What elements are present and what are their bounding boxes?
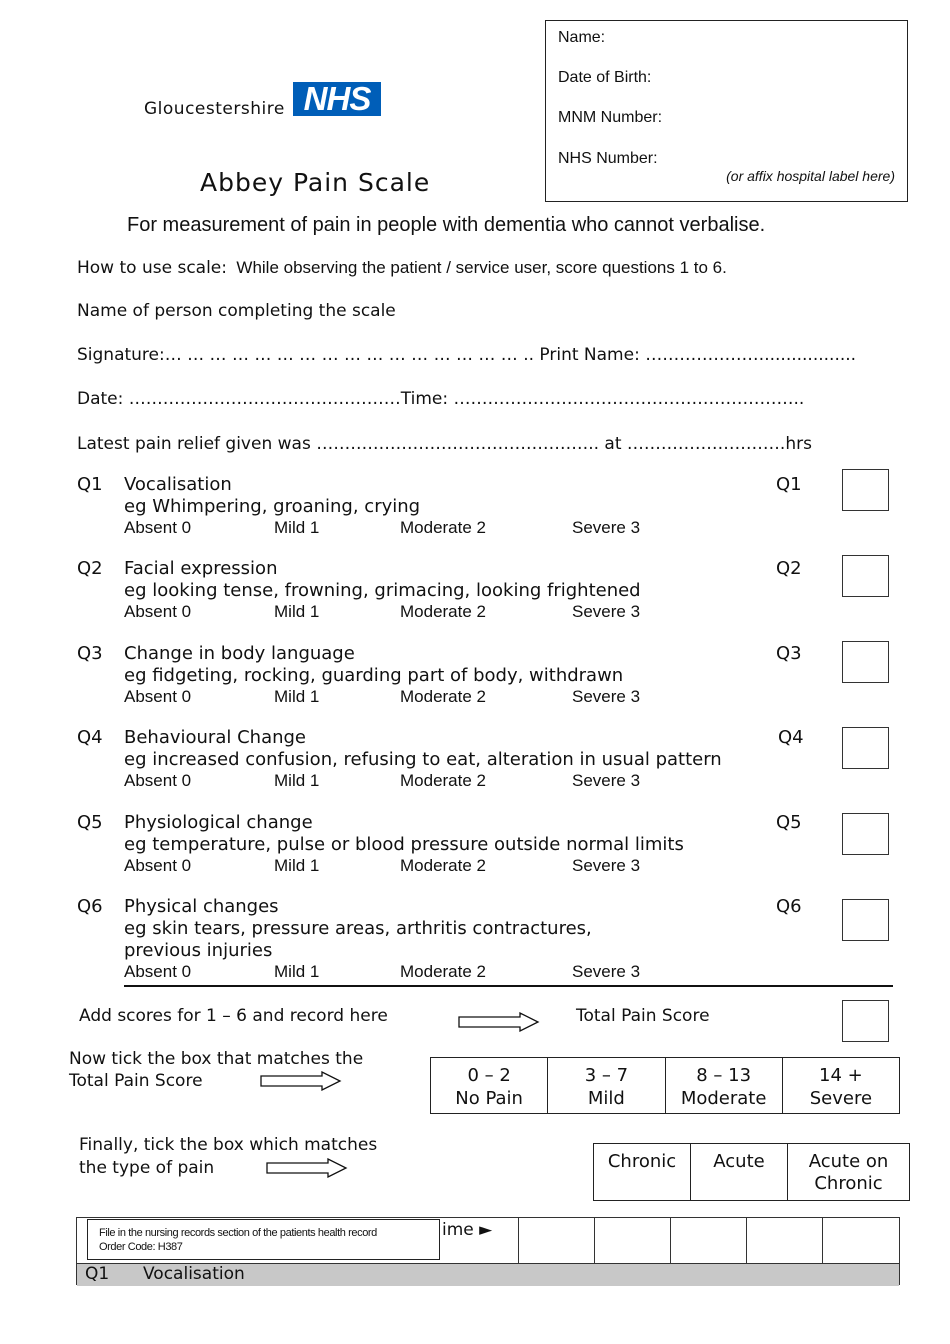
option-absent: Absent 0 (124, 962, 192, 981)
question-score-label: Q4 (778, 727, 804, 748)
score-range-label: No Pain (455, 1088, 523, 1109)
option-severe: Severe 3 (572, 771, 641, 790)
grid-divider (518, 1218, 519, 1263)
arrow-right-icon (260, 1071, 342, 1091)
how-to-use (77, 258, 727, 278)
question-title: Physical changes (124, 896, 279, 917)
question-example: eg skin tears, pressure areas, arthritis contractures, (124, 918, 592, 939)
nhs-logo: NHS (293, 82, 381, 116)
pain-type-acute-on-chronic[interactable] (788, 1144, 909, 1200)
score-range: 3 – 7 (584, 1065, 629, 1086)
score-range-cell[interactable] (548, 1058, 665, 1113)
question-score-box[interactable] (842, 727, 889, 769)
question-score-label: Q5 (776, 812, 802, 833)
option-absent: Absent 0 (124, 771, 192, 790)
grid-divider (822, 1218, 823, 1263)
name-of-person[interactable]: Name of person completing the scale (77, 301, 396, 321)
question-number: Q2 (77, 558, 103, 579)
pain-type-label: Acute (713, 1151, 765, 1172)
option-moderate: Moderate 2 (400, 518, 486, 537)
page-subtitle: For measurement of pain in people with dementia who cannot verbalise. (127, 214, 766, 236)
how-to-text: While observing the patient / service user, score questions 1 to 6. (236, 258, 727, 277)
score-range: 14 + (819, 1065, 863, 1086)
filing-note-line2: Order Code: H387 (99, 1241, 183, 1253)
option-mild: Mild 1 (274, 518, 320, 537)
arrow-right-icon (458, 1012, 540, 1032)
question-title: Facial expression (124, 558, 278, 579)
tick-instruction-line1: Now tick the box that matches the (69, 1049, 364, 1069)
question-score-label: Q6 (776, 896, 802, 917)
question-example: eg fidgeting, rocking, guarding part of body, withdrawn (124, 665, 624, 686)
question-title: Vocalisation (124, 474, 232, 495)
arrow-right-icon (266, 1158, 348, 1178)
filing-note-line1: File in the nursing records section of the patients health record (99, 1227, 377, 1239)
score-range-cell[interactable] (783, 1058, 899, 1113)
option-severe: Severe 3 (572, 518, 641, 537)
tick-instruction-line2: Total Pain Score (69, 1071, 203, 1091)
pain-type-table (593, 1143, 910, 1201)
option-moderate: Moderate 2 (400, 771, 486, 790)
how-to-label: How to use scale: (77, 258, 227, 278)
question-score-box[interactable] (842, 899, 889, 941)
option-moderate: Moderate 2 (400, 687, 486, 706)
option-absent: Absent 0 (124, 602, 192, 621)
option-moderate: Moderate 2 (400, 856, 486, 875)
question-number: Q4 (77, 727, 103, 748)
option-mild: Mild 1 (274, 962, 320, 981)
total-score-box[interactable] (842, 1000, 889, 1042)
row-label: Vocalisation (143, 1264, 245, 1284)
question-title: Physiological change (124, 812, 313, 833)
filing-note (87, 1219, 440, 1260)
option-severe: Severe 3 (572, 602, 641, 621)
score-range-label: Mild (587, 1088, 625, 1109)
option-severe: Severe 3 (572, 687, 641, 706)
score-range-table (430, 1057, 900, 1114)
pain-type-label: Acute on (808, 1151, 889, 1172)
date-time-line[interactable]: Date: …………………………………………Time: …………………………………………………….. (77, 389, 805, 409)
question-score-label: Q3 (776, 643, 802, 664)
affix-note: (or affix hospital label here) (726, 168, 895, 184)
finally-instruction-line2: the type of pain (79, 1158, 215, 1178)
question-score-label: Q1 (776, 474, 802, 495)
question-example: eg looking tense, frowning, grimacing, looking frightened (124, 580, 641, 601)
dob-label: Date of Birth: (558, 69, 652, 86)
pain-type-chronic[interactable] (594, 1144, 691, 1200)
score-range-cell[interactable] (431, 1058, 548, 1113)
question-example: eg increased confusion, refusing to eat, alteration in usual pattern (124, 749, 722, 770)
option-mild: Mild 1 (274, 771, 320, 790)
score-range-label: Severe (809, 1088, 873, 1109)
time-header: ime ► (442, 1220, 493, 1240)
finally-instruction-line1: Finally, tick the box which matches (79, 1135, 378, 1155)
pain-type-label-2: Chronic (814, 1173, 883, 1194)
question-example: eg Whimpering, groaning, crying (124, 496, 421, 517)
option-severe: Severe 3 (572, 962, 641, 981)
grid-divider (746, 1218, 747, 1263)
option-moderate: Moderate 2 (400, 962, 486, 981)
question-number: Q5 (77, 812, 103, 833)
option-absent: Absent 0 (124, 518, 192, 537)
page-title: Abbey Pain Scale (200, 168, 431, 197)
add-scores-label: Add scores for 1 – 6 and record here (79, 1006, 388, 1026)
total-pain-score-label: Total Pain Score (576, 1006, 710, 1026)
question-title: Behavioural Change (124, 727, 307, 748)
option-severe: Severe 3 (572, 856, 641, 875)
question-example: eg temperature, pulse or blood pressure outside normal limits (124, 834, 684, 855)
score-range-cell[interactable] (666, 1058, 783, 1113)
grid-row-header (77, 1263, 899, 1286)
signature-line[interactable]: Signature:… … … … … … … … … … … … … … … … .. Print Name: …………………................. (77, 345, 857, 365)
question-number: Q3 (77, 643, 103, 664)
question-number: Q6 (77, 896, 103, 917)
latest-pain-relief-line[interactable]: Latest pain relief given was ………………………………………….. at ……………………….hrs (77, 434, 812, 454)
vocalisation-record-grid (76, 1217, 900, 1285)
question-score-box[interactable] (842, 641, 889, 683)
grid-divider (594, 1218, 595, 1263)
nhs-number-label: NHS Number: (558, 150, 658, 167)
option-absent: Absent 0 (124, 687, 192, 706)
pain-type-label: Chronic (607, 1151, 677, 1172)
option-mild: Mild 1 (274, 602, 320, 621)
question-title: Change in body language (124, 643, 355, 664)
score-range: 8 – 13 (696, 1065, 752, 1086)
option-absent: Absent 0 (124, 856, 192, 875)
option-moderate: Moderate 2 (400, 602, 486, 621)
score-range-label: Moderate (680, 1088, 767, 1109)
name-label: Name: (558, 29, 606, 46)
mnm-label: MNM Number: (558, 109, 663, 126)
divider (124, 985, 893, 987)
option-mild: Mild 1 (274, 856, 320, 875)
question-score-box[interactable] (842, 469, 889, 511)
pain-type-acute[interactable] (691, 1144, 788, 1200)
row-number: Q1 (85, 1264, 110, 1284)
organisation-name: Gloucestershire (144, 99, 285, 119)
question-score-box[interactable] (842, 813, 889, 855)
question-example-2: previous injuries (124, 940, 273, 961)
question-number: Q1 (77, 474, 103, 495)
grid-divider (670, 1218, 671, 1263)
question-score-label: Q2 (776, 558, 802, 579)
option-mild: Mild 1 (274, 687, 320, 706)
score-range: 0 – 2 (467, 1065, 511, 1086)
patient-label-box (545, 20, 908, 202)
question-score-box[interactable] (842, 555, 889, 597)
